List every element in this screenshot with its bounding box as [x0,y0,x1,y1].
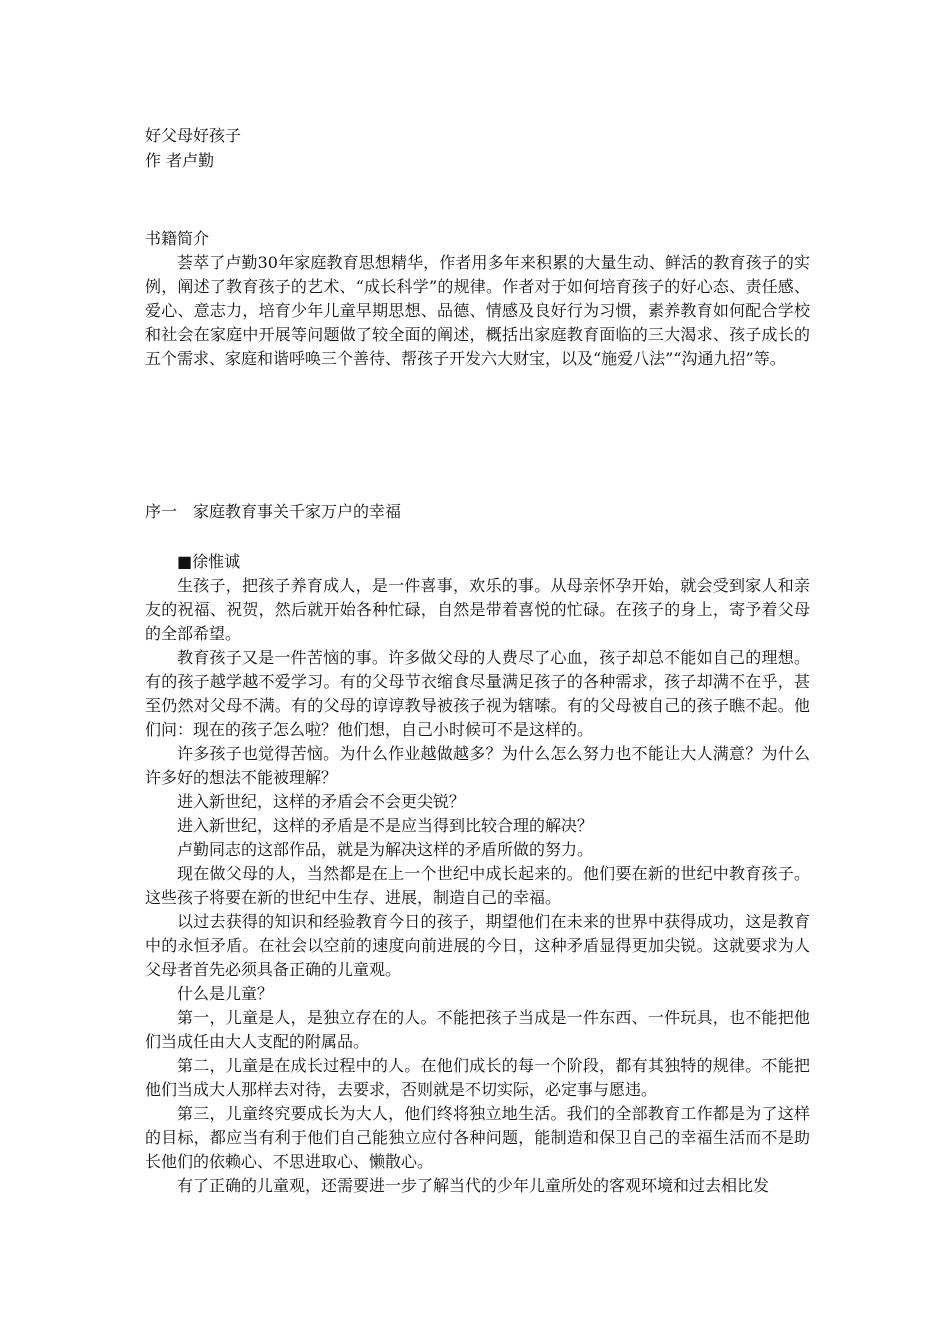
preface-paragraph: 第一，儿童是人，是独立存在的人。不能把孩子当成是一件东西、一件玩具，也不能把他们当成任由大人支配的附属品。 [145,1008,810,1051]
preface-paragraph: 第二，儿童是在成长过程中的人。在他们成长的每一个阶段，都有其独特的规律。不能把他们当成大人那样去对待，去要求，否则就是不切实际，必定事与愿违。 [145,1056,810,1099]
preface-heading: 序一 家庭教育事关千家万户的幸福 [145,502,402,521]
preface-paragraph: 生孩子，把孩子养育成人，是一件喜事，欢乐的事。从母亲怀孕开始，就会受到家人和亲友的祝福、祝贺，然后就开始各种忙碌，自然是带着喜悦的忙碌。在孩子的身上，寄予着父母的全部希望。 [145,576,810,643]
book-author: 作 者卢勤 [145,151,215,170]
preface-paragraph: 进入新世纪，这样的矛盾会不会更尖锐？ [177,792,466,811]
preface-byline: ■徐惟诚 [177,552,241,571]
book-title: 好父母好孩子 [145,126,242,145]
preface-paragraph: 卢勤同志的这部作品，就是为解决这样的矛盾所做的努力。 [177,840,594,859]
preface-paragraph: 第三，儿童终究要成长为大人，他们终将独立地生活。我们的全部教育工作都是为了这样的目标，都应当有利于他们自己能独立应付各种问题，能制造和保卫自己的幸福生活而不是助长他们的依赖心、不思进取心、懒散心。 [145,1104,810,1171]
preface-paragraph: 现在做父母的人，当然都是在上一个世纪中成长起来的。他们要在新的世纪中教育孩子。这些孩子将要在新的世纪中生存、进展，制造自己的幸福。 [145,864,810,907]
preface-body [145,550,810,1198]
preface-paragraph: 有了正确的儿童观，还需要进一步了解当代的少年儿童所处的客观环境和过去相比发 [177,1176,770,1195]
intro-section [145,251,810,371]
preface-paragraph: 教育孩子又是一件苦恼的事。许多做父母的人费尽了心血，孩子却总不能如自己的理想。有的孩子越学越不爱学习。有的父母节衣缩食尽量满足孩子的各种需求，孩子却满不在乎，甚至仍然对父母不满。有的父母的谆谆教导被孩子视为辖嗦。有的父母被自己的孩子瞧不起。他们问：现在的孩子怎么啦？他们想，自己小时候可不是这样的。 [145,648,810,739]
preface-paragraph: 什么是儿童？ [177,984,274,1003]
preface-paragraph: 许多孩子也觉得苦恼。为什么作业越做越多？为什么怎么努力也不能让大人满意？为什么许多好的想法不能被理解？ [145,744,810,787]
preface-paragraph: 以过去获得的知识和经验教育今日的孩子，期望他们在未来的世界中获得成功，这是教育中的永恒矛盾。在社会以空前的速度向前进展的今日，这种矛盾显得更加尖锐。这就要求为人父母者首先必须具备正确的儿童观。 [145,912,810,979]
preface-paragraph: 进入新世纪，这样的矛盾是不是应当得到比较合理的解决？ [177,816,594,835]
intro-heading: 书籍简介 [145,229,210,248]
intro-paragraph: 荟萃了卢勤30年家庭教育思想精华，作者用多年来积累的大量生动、鲜活的教育孩子的实例，阐述了教育孩子的艺术、“成长科学”的规律。作者对于如何培育孩子的好心态、责任感、爱心、意志力，培育少年儿童早期思想、品德、情感及良好行为习惯，素养教育如何配合学校和社会在家庭中开展等问题做了较全面的阐述，概括出家庭教育面临的三大渴求、孩子成长的五个需求、家庭和谐呼唤三个善待、帮孩子开发六大财宝，以及“施爱八法”“沟通九招”等。 [145,253,810,368]
